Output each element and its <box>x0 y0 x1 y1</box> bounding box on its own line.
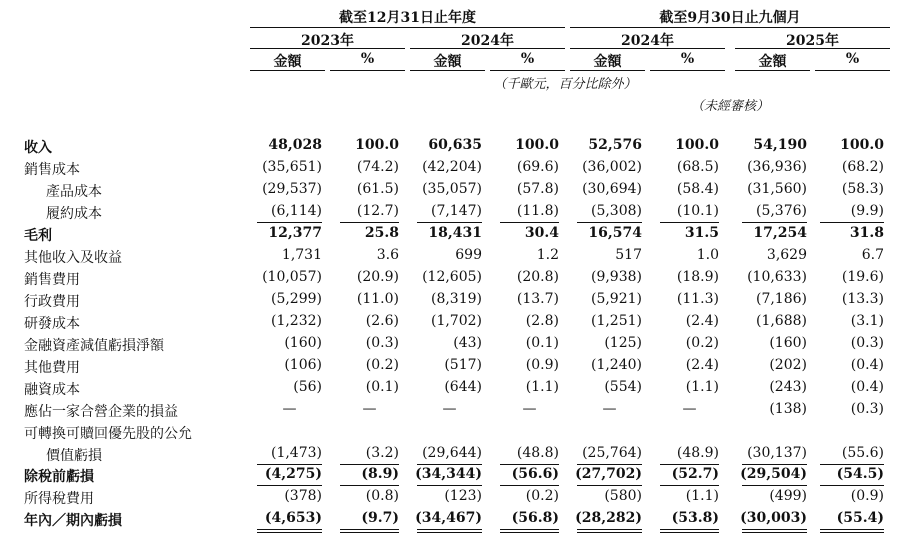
row-label: 其他費用 <box>24 360 80 376</box>
cell-percent-2024: (57.8) <box>516 181 559 197</box>
cell-amount-9m-2025: (30,003) <box>740 510 807 526</box>
cell-amount-2023: (10,057) <box>262 269 322 285</box>
cell-percent-9m-2025: (54.5) <box>836 466 884 482</box>
cell-percent-9m-2025: 6.7 <box>861 247 884 263</box>
cell-amount-2024: (644) <box>444 379 482 395</box>
cell-amount-9m-2025: (10,633) <box>747 269 807 285</box>
cell-amount-9m-2024: (28,282) <box>575 510 642 526</box>
year-header-2024: 2024年 <box>461 33 514 49</box>
cell-amount-9m-2025: (29,504) <box>740 466 807 482</box>
cell-amount-2023: (1,232) <box>270 313 322 329</box>
cell-amount-2023: (4,653) <box>264 510 322 526</box>
cell-amount-9m-2025: (31,560) <box>747 181 807 197</box>
cell-percent-9m-2025: (0.4) <box>850 357 884 373</box>
row-label: 融資成本 <box>24 382 80 398</box>
cell-percent-2023: — <box>362 401 377 417</box>
cell-amount-2023: (5,299) <box>270 291 322 307</box>
cell-amount-2024: — <box>442 401 457 417</box>
cell-percent-2024: (20.8) <box>516 269 559 285</box>
cell-amount-2024: (12,605) <box>422 269 482 285</box>
cell-percent-2024: (0.2) <box>525 488 559 504</box>
cell-amount-2023: 1,731 <box>281 247 322 263</box>
cell-amount-2023: (160) <box>284 335 322 351</box>
cell-percent-9m-2024: 31.5 <box>684 225 719 241</box>
cell-amount-9m-2025: 54,190 <box>753 137 807 153</box>
cell-percent-9m-2025: (58.3) <box>841 181 884 197</box>
cell-percent-9m-2025: (68.2) <box>841 159 884 175</box>
row-label: 除稅前虧損 <box>24 469 94 485</box>
cell-percent-2023: 100.0 <box>355 137 399 153</box>
cell-percent-9m-2024: (1.1) <box>685 488 719 504</box>
cell-amount-2023: 48,028 <box>268 137 322 153</box>
cell-amount-2023: (56) <box>293 379 322 395</box>
cell-amount-9m-2024: (36,002) <box>582 159 642 175</box>
cell-amount-2024: (43) <box>453 335 482 351</box>
cell-amount-9m-2024: 16,574 <box>588 225 642 241</box>
cell-amount-9m-2025: (138) <box>769 401 807 417</box>
cell-percent-2024: (0.1) <box>525 335 559 351</box>
col-header-percent: % <box>680 51 695 67</box>
cell-percent-9m-2024: 100.0 <box>675 137 719 153</box>
cell-percent-9m-2025: (13.3) <box>841 291 884 307</box>
cell-percent-2023: (74.2) <box>356 159 399 175</box>
row-label: 毛利 <box>24 228 52 244</box>
cell-percent-9m-2024: (58.4) <box>676 181 719 197</box>
cell-percent-2023: (9.7) <box>361 510 399 526</box>
row-label: 金融資產減值虧損淨額 <box>24 338 164 354</box>
cell-percent-2023: (0.3) <box>365 335 399 351</box>
cell-percent-2024: (56.8) <box>511 510 559 526</box>
cell-amount-9m-2024: 52,576 <box>588 137 642 153</box>
cell-percent-2023: (20.9) <box>356 269 399 285</box>
cell-amount-2024: (7,147) <box>430 203 482 219</box>
cell-amount-2024: (1,702) <box>430 313 482 329</box>
cell-percent-2024: (1.1) <box>525 379 559 395</box>
cell-percent-9m-2024: (53.8) <box>671 510 719 526</box>
cell-percent-2024: — <box>522 401 537 417</box>
cell-amount-2023: (29,537) <box>262 181 322 197</box>
cell-percent-2023: (0.8) <box>365 488 399 504</box>
year-header-2023: 2023年 <box>301 33 354 49</box>
cell-percent-2023: (61.5) <box>356 181 399 197</box>
cell-amount-9m-2024: (5,921) <box>590 291 642 307</box>
cell-percent-2024: (48.8) <box>516 445 559 461</box>
cell-amount-9m-2025: (1,688) <box>755 313 807 329</box>
cell-amount-2024: 18,431 <box>428 225 482 241</box>
cell-percent-2023: 25.8 <box>364 225 399 241</box>
cell-percent-9m-2024: (10.1) <box>676 203 719 219</box>
cell-amount-9m-2024: (5,308) <box>590 203 642 219</box>
cell-percent-9m-2024: (0.2) <box>685 335 719 351</box>
cell-amount-2024: (34,467) <box>415 510 482 526</box>
cell-amount-9m-2024: (554) <box>604 379 642 395</box>
cell-amount-9m-2025: (202) <box>769 357 807 373</box>
row-label: 可轉換可贖回優先股的公允 <box>24 426 192 442</box>
cell-percent-2024: (2.8) <box>525 313 559 329</box>
cell-amount-2023: (106) <box>284 357 322 373</box>
cell-amount-2024: (29,644) <box>422 445 482 461</box>
cell-amount-9m-2024: (580) <box>604 488 642 504</box>
col-header-amount: 金額 <box>758 54 787 70</box>
cell-percent-9m-2025: (0.4) <box>850 379 884 395</box>
cell-amount-2023: (4,275) <box>264 466 322 482</box>
col-header-percent: % <box>520 51 535 67</box>
cell-amount-9m-2024: (1,240) <box>590 357 642 373</box>
row-label: 應佔一家合營企業的損益 <box>24 404 178 420</box>
cell-percent-9m-2024: (48.9) <box>676 445 719 461</box>
cell-percent-9m-2024: (52.7) <box>671 466 719 482</box>
audit-note: （未經審核） <box>690 99 769 114</box>
cell-amount-2023: (6,114) <box>270 203 322 219</box>
year-header-2024-nine-months: 2024年 <box>621 33 674 49</box>
cell-amount-9m-2024: — <box>602 401 617 417</box>
cell-percent-2024: (13.7) <box>516 291 559 307</box>
cell-percent-9m-2025: (55.6) <box>841 445 884 461</box>
cell-amount-9m-2025: (7,186) <box>755 291 807 307</box>
cell-percent-9m-2024: (11.3) <box>676 291 719 307</box>
row-label: 研發成本 <box>24 316 80 332</box>
cell-percent-2023: (3.2) <box>365 445 399 461</box>
row-label: 價值虧損 <box>46 448 102 464</box>
cell-amount-2023: (378) <box>284 488 322 504</box>
cell-percent-2024: 1.2 <box>536 247 559 263</box>
cell-amount-9m-2025: (160) <box>769 335 807 351</box>
cell-percent-2023: (12.7) <box>356 203 399 219</box>
cell-percent-2023: (2.6) <box>365 313 399 329</box>
cell-amount-9m-2024: (25,764) <box>582 445 642 461</box>
cell-amount-9m-2024: (9,938) <box>590 269 642 285</box>
cell-percent-9m-2025: (9.9) <box>850 203 884 219</box>
cell-amount-9m-2025: (5,376) <box>755 203 807 219</box>
cell-percent-9m-2025: (0.3) <box>850 401 884 417</box>
cell-amount-2023: (35,651) <box>262 159 322 175</box>
cell-percent-9m-2024: (68.5) <box>676 159 719 175</box>
cell-amount-9m-2024: (27,702) <box>575 466 642 482</box>
row-label: 履約成本 <box>46 206 102 222</box>
row-label: 銷售成本 <box>24 162 80 178</box>
row-label: 行政費用 <box>24 294 80 310</box>
unit-note: （千歐元，百分比除外） <box>493 77 637 92</box>
cell-percent-2024: (0.9) <box>525 357 559 373</box>
row-label: 產品成本 <box>46 184 102 200</box>
cell-amount-2024: (42,204) <box>422 159 482 175</box>
col-header-percent: % <box>360 51 375 67</box>
cell-percent-2023: (8.9) <box>361 466 399 482</box>
cell-percent-9m-2025: (55.4) <box>836 510 884 526</box>
cell-amount-9m-2024: 517 <box>615 247 642 263</box>
cell-percent-9m-2024: — <box>682 401 697 417</box>
cell-amount-9m-2025: (30,137) <box>747 445 807 461</box>
cell-amount-9m-2025: 3,629 <box>766 247 807 263</box>
cell-percent-9m-2025: 31.8 <box>849 225 884 241</box>
cell-amount-9m-2024: (1,251) <box>590 313 642 329</box>
cell-percent-2024: 30.4 <box>524 225 559 241</box>
row-label: 其他收入及收益 <box>24 250 122 266</box>
row-label: 收入 <box>24 140 52 156</box>
year-header-2025-nine-months: 2025年 <box>786 33 839 49</box>
cell-amount-2023: 12,377 <box>268 225 322 241</box>
cell-amount-2024: (517) <box>444 357 482 373</box>
cell-percent-9m-2025: (3.1) <box>850 313 884 329</box>
cell-percent-2023: (11.0) <box>356 291 399 307</box>
row-label: 所得稅費用 <box>24 491 94 507</box>
cell-amount-9m-2025: (499) <box>769 488 807 504</box>
cell-amount-2023: — <box>282 401 297 417</box>
cell-amount-2024: 60,635 <box>428 137 482 153</box>
cell-percent-9m-2024: (1.1) <box>685 379 719 395</box>
cell-percent-2023: (0.2) <box>365 357 399 373</box>
cell-amount-9m-2024: (30,694) <box>582 181 642 197</box>
cell-percent-9m-2024: (18.9) <box>676 269 719 285</box>
col-header-percent: % <box>845 51 860 67</box>
cell-amount-9m-2025: (36,936) <box>747 159 807 175</box>
cell-amount-2024: (8,319) <box>430 291 482 307</box>
cell-percent-2024: (11.8) <box>516 203 559 219</box>
cell-percent-9m-2025: (0.9) <box>850 488 884 504</box>
cell-amount-2024: (123) <box>444 488 482 504</box>
cell-percent-2023: 3.6 <box>376 247 399 263</box>
cell-amount-9m-2025: (243) <box>769 379 807 395</box>
cell-amount-2023: (1,473) <box>270 445 322 461</box>
row-label: 銷售費用 <box>24 272 80 288</box>
cell-percent-2024: 100.0 <box>515 137 559 153</box>
col-header-amount: 金額 <box>433 54 462 70</box>
cell-amount-2024: (35,057) <box>422 181 482 197</box>
cell-percent-2024: (69.6) <box>516 159 559 175</box>
col-header-amount: 金額 <box>273 54 302 70</box>
cell-percent-9m-2024: 1.0 <box>696 247 719 263</box>
cell-percent-2024: (56.6) <box>511 466 559 482</box>
cell-percent-9m-2024: (2.4) <box>685 313 719 329</box>
cell-amount-9m-2025: 17,254 <box>753 225 807 241</box>
cell-percent-9m-2024: (2.4) <box>685 357 719 373</box>
cell-percent-2023: (0.1) <box>365 379 399 395</box>
cell-percent-9m-2025: (19.6) <box>841 269 884 285</box>
period-header-fiscal-year: 截至12月31日止年度 <box>339 10 476 26</box>
cell-amount-9m-2024: (125) <box>604 335 642 351</box>
col-header-amount: 金額 <box>593 54 622 70</box>
cell-amount-2024: (34,344) <box>415 466 482 482</box>
cell-amount-2024: 699 <box>455 247 482 263</box>
period-header-nine-months: 截至9月30日止九個月 <box>659 10 801 26</box>
row-label: 年內／期內虧損 <box>24 513 122 529</box>
cell-percent-9m-2025: 100.0 <box>840 137 884 153</box>
cell-percent-9m-2025: (0.3) <box>850 335 884 351</box>
